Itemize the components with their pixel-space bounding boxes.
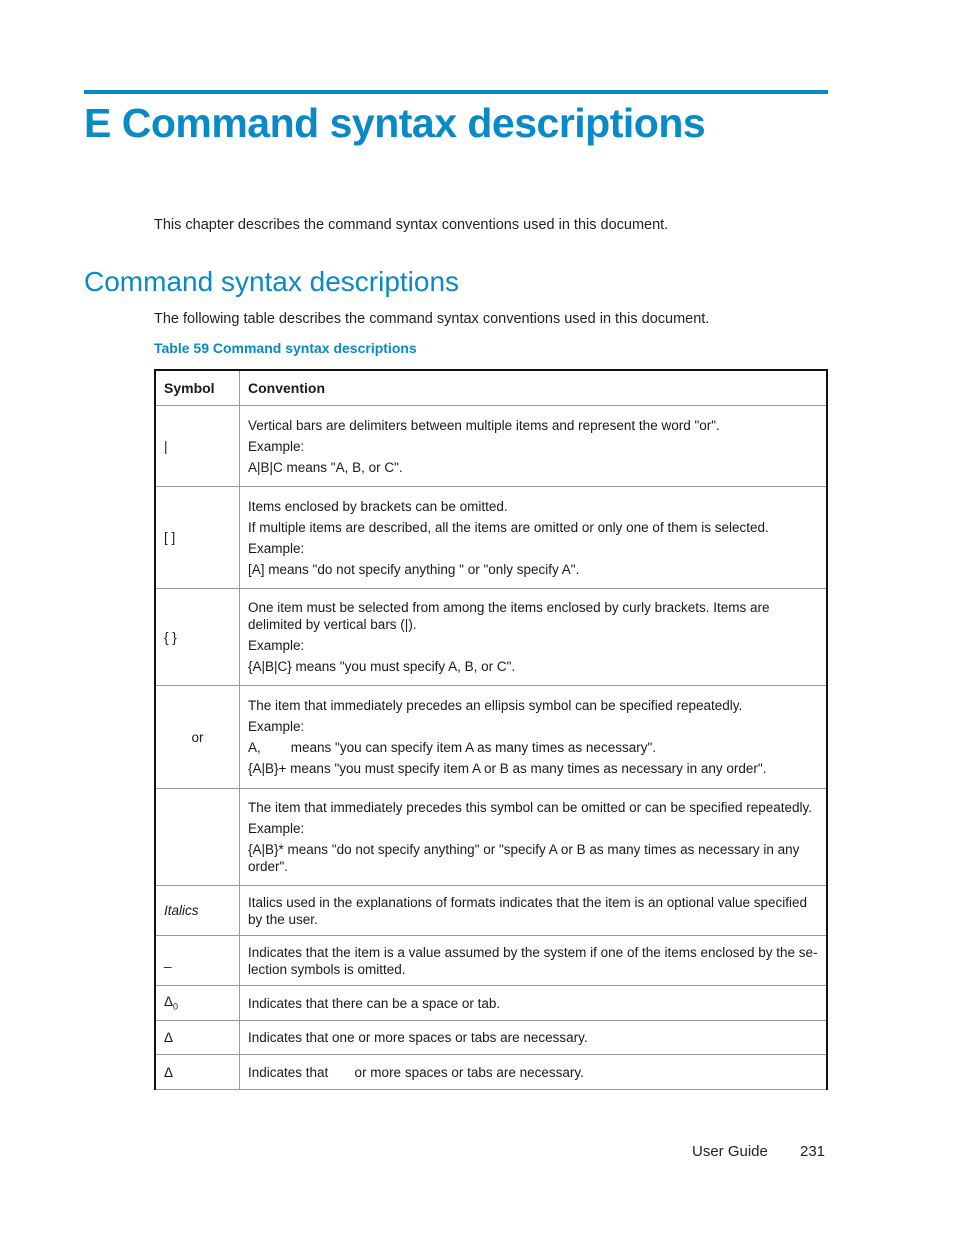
table-row xyxy=(155,487,827,589)
convention-cell xyxy=(240,1021,828,1055)
symbol-cell: _ xyxy=(155,936,240,986)
table-header-row xyxy=(155,370,827,406)
convention-line: A|B|C means "A, B, or C". xyxy=(248,459,403,475)
convention-cell xyxy=(240,589,828,686)
space-symbol-icon: Δ xyxy=(164,1030,174,1045)
chapter-title: E Command syntax descriptions xyxy=(84,100,706,146)
table-row xyxy=(155,686,827,789)
convention-line: {A|B}+ means "you must specify item A or B as many times as necessary in any order". xyxy=(248,761,767,776)
convention-line: Items enclosed by brackets can be omitted. xyxy=(248,498,508,514)
table-row xyxy=(155,1021,827,1055)
space-symbol-icon: Δ xyxy=(164,994,174,1010)
convention-line: A, means "you can specify item A as many times as necessary". xyxy=(248,740,656,755)
convention-line: Indicates that there can be a space or tab. xyxy=(248,995,501,1011)
space-symbol-icon: Δ xyxy=(164,1064,174,1080)
convention-line: [A] means "do not specify anything " or "only specify A". xyxy=(248,561,580,577)
footer-label: User Guide xyxy=(692,1143,768,1160)
convention-line: Indicates that one or more spaces or tabs are necessary. xyxy=(248,1030,588,1045)
convention-line: Example: xyxy=(248,821,305,836)
convention-line: If multiple items are described, all the items are omitted or only one of them is selected. xyxy=(248,519,769,535)
convention-line: Indicates that or more spaces or tabs are necessary. xyxy=(248,1064,584,1080)
convention-line: {A|B|C} means "you must specify A, B, or C". xyxy=(248,659,516,674)
symbol-cell: [ ] xyxy=(155,487,240,589)
convention-line: Example: xyxy=(248,540,305,556)
convention-line: Vertical bars are delimiters between multiple items and represent the word "or". xyxy=(248,417,720,433)
symbol-cell: or xyxy=(155,686,240,789)
symbol-cell xyxy=(155,986,240,1021)
convention-cell xyxy=(240,886,828,936)
convention-line: {A|B}* means "do not specify anything" or "specify A or B as many times as necessary in any order". xyxy=(248,842,800,874)
syntax-table xyxy=(154,369,828,1090)
chapter-top-rule xyxy=(84,90,828,94)
convention-cell xyxy=(240,686,828,789)
chapter-intro: This chapter describes the command syntax conventions used in this document. xyxy=(154,217,669,233)
convention-cell xyxy=(240,789,828,886)
convention-line: One item must be selected from among the items enclosed by curly brackets. Items are delimited by vertical bars (|). xyxy=(248,600,770,632)
table-row xyxy=(155,406,827,487)
convention-line: Example: xyxy=(248,719,305,734)
table-caption: Table 59 Command syntax descriptions xyxy=(154,340,417,356)
convention-cell xyxy=(240,986,828,1021)
symbol-cell xyxy=(155,1021,240,1055)
page-number: 231 xyxy=(800,1143,826,1160)
section-lead: The following table describes the command syntax conventions used in this document. xyxy=(154,311,710,327)
symbol-cell xyxy=(155,789,240,886)
convention-line: Example: xyxy=(248,438,305,454)
symbol-cell: Italics xyxy=(155,886,240,936)
table-row xyxy=(155,1055,827,1090)
convention-line: The item that immediately precedes an ellipsis symbol can be specified repeatedly. xyxy=(248,698,743,713)
symbol-cell xyxy=(155,1055,240,1090)
header-symbol: Symbol xyxy=(155,370,240,406)
table-row xyxy=(155,589,827,686)
table-row xyxy=(155,936,827,986)
symbol-cell: { } xyxy=(155,589,240,686)
convention-cell xyxy=(240,406,828,487)
table-row xyxy=(155,886,827,936)
convention-line: Italics used in the explanations of formats indicates that the item is an optional value specified by the user. xyxy=(248,894,808,927)
symbol-cell: | xyxy=(155,406,240,487)
convention-line: Indicates that the item is a value assumed by the system if one of the items enclosed by the se-lection symbols is omitted. xyxy=(248,944,818,977)
table-row xyxy=(155,986,827,1021)
space-symbol-subscript: 0 xyxy=(173,1001,179,1012)
convention-cell xyxy=(240,936,828,986)
convention-line: The item that immediately precedes this symbol can be omitted or can be specified repeatedly. xyxy=(248,800,813,815)
convention-cell xyxy=(240,487,828,589)
convention-line: Example: xyxy=(248,638,305,653)
section-title: Command syntax descriptions xyxy=(84,266,460,297)
header-convention: Convention xyxy=(240,370,828,406)
convention-cell xyxy=(240,1055,828,1090)
table-row xyxy=(155,789,827,886)
